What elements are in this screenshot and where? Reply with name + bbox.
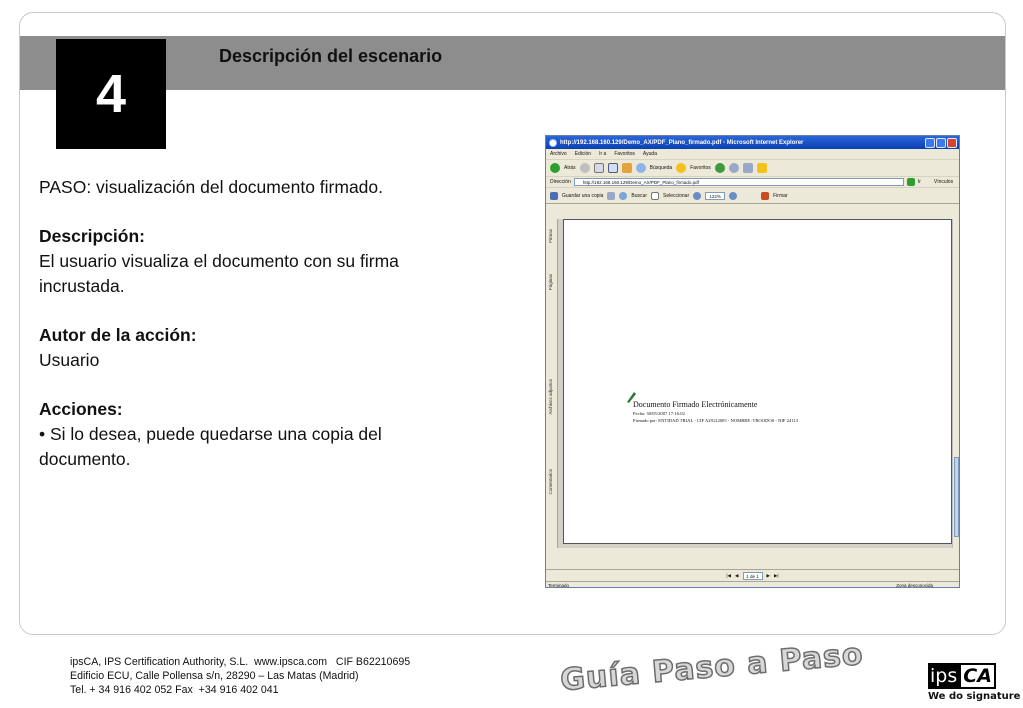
browser-screenshot bbox=[545, 135, 960, 588]
descripcion-text: El usuario visualiza el documento con su firma incrustada. bbox=[39, 251, 399, 296]
browser-toolbar bbox=[546, 160, 959, 177]
header-band bbox=[20, 36, 1005, 90]
minimize-icon[interactable] bbox=[925, 138, 935, 148]
pdf-scrollbar[interactable] bbox=[952, 219, 959, 548]
pdf-page bbox=[563, 219, 952, 544]
sign-icon[interactable] bbox=[761, 192, 769, 200]
menu-ir-a[interactable]: Ir a bbox=[599, 151, 607, 157]
find-icon[interactable] bbox=[619, 192, 627, 200]
links-label[interactable]: Vínculos bbox=[933, 179, 954, 185]
prev-page-icon[interactable]: ◀ bbox=[735, 572, 739, 578]
pdf-print-icon[interactable] bbox=[607, 192, 615, 200]
home-icon[interactable] bbox=[622, 163, 632, 173]
forward-icon[interactable] bbox=[580, 163, 590, 173]
paso-text: PASO: visualización del documento firmado. bbox=[39, 177, 384, 197]
search-label[interactable]: Búsqueda bbox=[649, 165, 673, 171]
autor-text: Usuario bbox=[39, 350, 100, 370]
history-icon[interactable] bbox=[715, 163, 725, 173]
back-icon[interactable] bbox=[550, 163, 560, 173]
stop-icon[interactable] bbox=[594, 163, 604, 173]
logo-ca: CA bbox=[959, 663, 996, 689]
descripcion-heading: Descripción: bbox=[39, 226, 145, 246]
signature-block bbox=[633, 400, 798, 423]
footer-line-3: Tel. + 34 916 402 052 Fax +34 916 402 041 bbox=[70, 684, 279, 696]
print-icon[interactable] bbox=[743, 163, 753, 173]
menu-archivo[interactable]: Archivo bbox=[550, 151, 567, 157]
status-zone: Zona desconocida bbox=[896, 583, 933, 588]
find-label[interactable]: Buscar bbox=[631, 192, 647, 199]
acciones-text: • Si lo desea, puede quedarse una copia del documento. bbox=[39, 424, 382, 469]
step-description bbox=[39, 175, 399, 472]
maximize-icon[interactable] bbox=[936, 138, 946, 148]
footer-line-2: Edificio ECU, Calle Pollensa s/n, 28290 – Las Matas (Madrid) bbox=[70, 670, 359, 682]
search-icon[interactable] bbox=[636, 163, 646, 173]
zoom-input[interactable]: 122% bbox=[705, 192, 725, 200]
save-icon[interactable] bbox=[550, 192, 558, 200]
pdf-nav-bar bbox=[546, 569, 959, 581]
next-page-icon[interactable]: ▶ bbox=[766, 572, 770, 578]
logo-ips: ips bbox=[930, 665, 958, 687]
go-label[interactable]: Ir bbox=[917, 179, 921, 185]
signature-pen-icon bbox=[625, 390, 637, 404]
window-controls bbox=[925, 138, 957, 148]
acciones-heading: Acciones: bbox=[39, 399, 123, 419]
save-copy-label[interactable]: Guardar una copia bbox=[562, 192, 604, 199]
pdf-side-tabs bbox=[546, 219, 558, 548]
go-icon[interactable] bbox=[907, 178, 915, 186]
status-bar bbox=[546, 581, 959, 588]
footer-line-1: ipsCA, IPS Certification Authority, S.L. www.ipsca.com CIF B62210695 bbox=[70, 656, 411, 668]
menu-edicion[interactable]: Edición bbox=[574, 151, 592, 157]
back-label[interactable]: Atrás bbox=[564, 165, 576, 171]
pdf-viewer bbox=[546, 219, 959, 548]
footer-company-info bbox=[70, 655, 410, 697]
favorites-icon[interactable] bbox=[676, 163, 686, 173]
autor-heading: Autor de la acción: bbox=[39, 325, 197, 345]
favorites-label[interactable]: Favoritos bbox=[690, 165, 711, 171]
signature-date: Fecha: 30/05/2007 17:16:02 bbox=[633, 411, 685, 416]
step-number-box: 4 bbox=[56, 39, 166, 149]
header-title: Descripción del escenario bbox=[219, 46, 443, 66]
refresh-icon[interactable] bbox=[608, 163, 618, 173]
pdf-toolbar bbox=[546, 188, 959, 204]
ipsca-logo bbox=[928, 663, 1021, 702]
ie-icon bbox=[549, 139, 557, 147]
mail-icon[interactable] bbox=[729, 163, 739, 173]
menu-ayuda[interactable]: Ayuda bbox=[642, 151, 657, 157]
close-icon[interactable] bbox=[947, 138, 957, 148]
address-input[interactable]: http://192.168.160.129/Demo_AX/PDF_Plano_firmado.pdf bbox=[574, 178, 904, 186]
side-tab-3[interactable]: Comentarios bbox=[548, 469, 553, 495]
sign-label[interactable]: Firmar bbox=[773, 192, 788, 199]
folder-icon[interactable] bbox=[757, 163, 767, 173]
guide-title: Guía Paso a Paso bbox=[559, 636, 865, 699]
logo-tagline: We do signature bbox=[928, 691, 1021, 702]
browser-menubar bbox=[546, 149, 959, 160]
last-page-icon[interactable]: ▶| bbox=[773, 572, 779, 578]
browser-titlebar bbox=[546, 136, 959, 149]
address-bar bbox=[546, 177, 959, 188]
signature-signer: Firmado por: ENTIDAD TRIAL - CIF A29122005 - NOMBRE :TROODOS - NIF 24113 bbox=[633, 418, 798, 423]
hand-tool-icon[interactable] bbox=[651, 192, 659, 200]
menu-favoritos[interactable]: Favoritos bbox=[614, 151, 635, 157]
status-text: Terminado bbox=[548, 583, 570, 588]
signature-title: Documento Firmado Electrónicamente bbox=[633, 400, 758, 409]
zoom-out-icon[interactable] bbox=[693, 192, 701, 200]
zoom-in-icon[interactable] bbox=[729, 192, 737, 200]
side-tab-1[interactable]: Páginas bbox=[548, 274, 553, 291]
browser-title: http://192.168.160.129/Demo_AX/PDF_Plano_firmado.pdf - Microsoft Internet Explorer bbox=[560, 139, 804, 146]
scrollbar-thumb[interactable] bbox=[954, 457, 959, 537]
address-label: Dirección bbox=[550, 179, 571, 185]
page-indicator[interactable]: 1 de 1 bbox=[743, 572, 763, 580]
first-page-icon[interactable]: |◀ bbox=[726, 572, 732, 578]
side-tab-2[interactable]: Archivos adjuntos bbox=[548, 379, 553, 415]
select-label[interactable]: Seleccionar bbox=[662, 192, 690, 199]
side-tab-0[interactable]: Firmas bbox=[548, 229, 553, 243]
